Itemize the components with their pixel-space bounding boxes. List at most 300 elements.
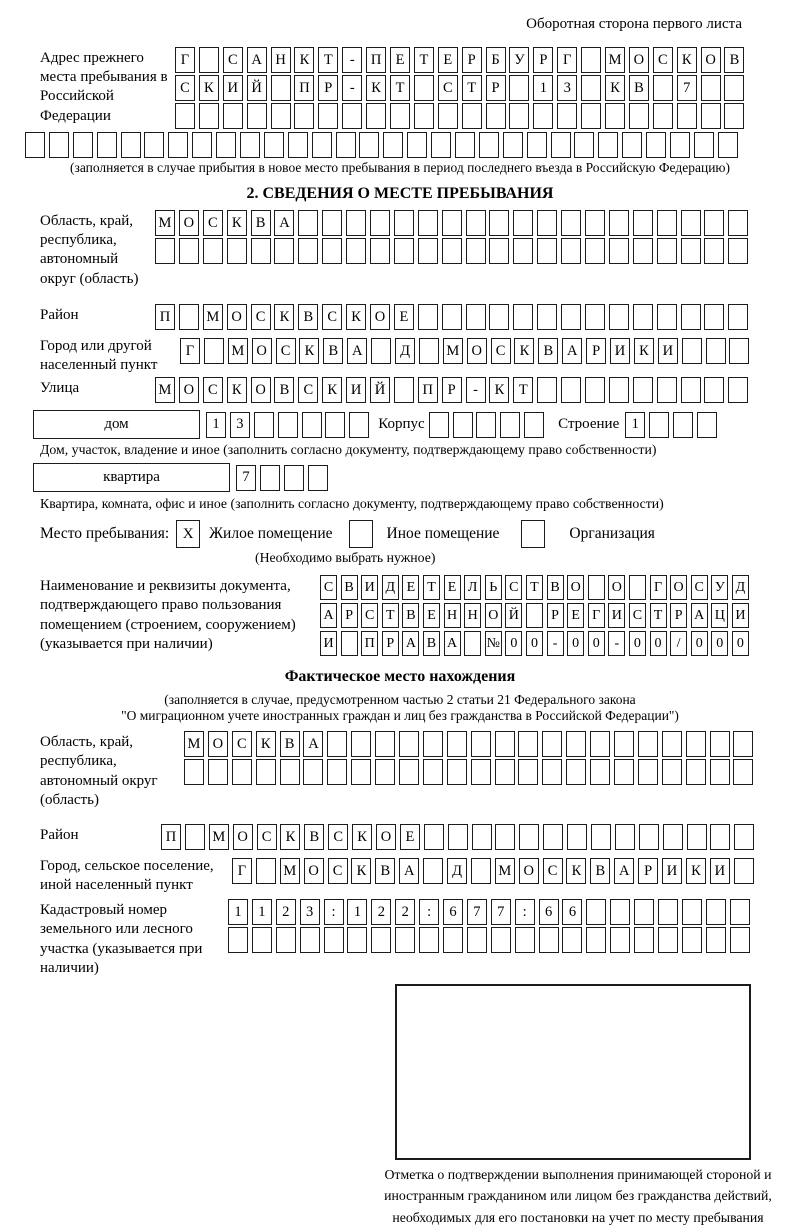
char-cell[interactable]	[399, 759, 419, 785]
char-cell[interactable]	[453, 412, 473, 438]
char-cell[interactable]	[318, 103, 338, 129]
char-cell[interactable]: Р	[341, 603, 358, 628]
char-cell[interactable]	[322, 238, 342, 264]
char-cell[interactable]	[609, 377, 629, 403]
char-cell[interactable]	[278, 412, 298, 438]
char-cell[interactable]: -	[342, 75, 362, 101]
char-cell[interactable]: К	[605, 75, 625, 101]
char-cell[interactable]: 0	[588, 631, 605, 656]
char-cell[interactable]	[701, 103, 721, 129]
char-cell[interactable]: Д	[732, 575, 749, 600]
char-cell[interactable]	[590, 731, 610, 757]
char-cell[interactable]	[658, 899, 678, 925]
char-cell[interactable]	[681, 210, 701, 236]
char-cell[interactable]: 1	[228, 899, 248, 925]
char-cell[interactable]: О	[179, 377, 199, 403]
char-cell[interactable]	[653, 103, 673, 129]
char-cell[interactable]: С	[257, 824, 277, 850]
char-cell[interactable]	[733, 731, 753, 757]
char-cell[interactable]: Б	[486, 47, 506, 73]
char-cell[interactable]: С	[223, 47, 243, 73]
char-cell[interactable]	[537, 238, 557, 264]
char-cell[interactable]	[455, 132, 475, 158]
char-cell[interactable]: С	[691, 575, 708, 600]
char-cell[interactable]	[610, 927, 630, 953]
char-cell[interactable]: К	[199, 75, 219, 101]
char-cell[interactable]: 6	[539, 899, 559, 925]
char-cell[interactable]	[633, 238, 653, 264]
char-cell[interactable]	[724, 103, 744, 129]
char-cell[interactable]	[466, 238, 486, 264]
char-cell[interactable]	[561, 304, 581, 330]
char-cell[interactable]: М	[155, 377, 175, 403]
char-cell[interactable]: Р	[382, 631, 399, 656]
char-cell[interactable]	[155, 238, 175, 264]
char-cell[interactable]: К	[514, 338, 534, 364]
char-cell[interactable]	[471, 759, 491, 785]
char-cell[interactable]	[495, 731, 515, 757]
char-cell[interactable]	[423, 759, 443, 785]
char-cell[interactable]	[227, 238, 247, 264]
char-cell[interactable]	[515, 927, 535, 953]
char-cell[interactable]	[442, 304, 462, 330]
char-cell[interactable]	[175, 103, 195, 129]
char-cell[interactable]: 0	[691, 631, 708, 656]
char-cell[interactable]: К	[227, 377, 247, 403]
char-cell[interactable]	[681, 304, 701, 330]
char-cell[interactable]: И	[223, 75, 243, 101]
char-cell[interactable]	[471, 731, 491, 757]
char-cell[interactable]	[228, 927, 248, 953]
char-cell[interactable]: К	[227, 210, 247, 236]
char-cell[interactable]	[533, 103, 553, 129]
char-cell[interactable]: 7	[677, 75, 697, 101]
char-cell[interactable]	[561, 210, 581, 236]
char-cell[interactable]	[366, 103, 386, 129]
char-cell[interactable]	[733, 759, 753, 785]
char-cell[interactable]: 1	[625, 412, 645, 438]
char-cell[interactable]: П	[361, 631, 378, 656]
char-cell[interactable]: В	[298, 304, 318, 330]
char-cell[interactable]: К	[256, 731, 276, 757]
char-cell[interactable]	[240, 132, 260, 158]
char-cell[interactable]: У	[509, 47, 529, 73]
char-cell[interactable]: С	[438, 75, 458, 101]
char-cell[interactable]: М	[443, 338, 463, 364]
char-cell[interactable]: 0	[650, 631, 667, 656]
char-cell[interactable]: В	[274, 377, 294, 403]
char-cell[interactable]: Д	[395, 338, 415, 364]
char-cell[interactable]	[443, 927, 463, 953]
char-cell[interactable]	[371, 338, 391, 364]
char-cell[interactable]: М	[155, 210, 175, 236]
char-cell[interactable]	[609, 304, 629, 330]
char-cell[interactable]: У	[711, 575, 728, 600]
char-cell[interactable]	[518, 759, 538, 785]
char-cell[interactable]	[629, 575, 646, 600]
char-cell[interactable]: А	[320, 603, 337, 628]
char-cell[interactable]	[223, 103, 243, 129]
char-cell[interactable]: 7	[491, 899, 511, 925]
char-cell[interactable]: Н	[271, 47, 291, 73]
char-cell[interactable]: С	[653, 47, 673, 73]
char-cell[interactable]	[144, 132, 164, 158]
char-cell[interactable]	[184, 759, 204, 785]
char-cell[interactable]	[574, 132, 594, 158]
char-cell[interactable]	[622, 132, 642, 158]
char-cell[interactable]: О	[608, 575, 625, 600]
char-cell[interactable]: С	[322, 304, 342, 330]
char-cell[interactable]	[694, 132, 714, 158]
char-cell[interactable]: О	[629, 47, 649, 73]
char-cell[interactable]	[638, 731, 658, 757]
char-cell[interactable]: -	[547, 631, 564, 656]
char-cell[interactable]	[581, 103, 601, 129]
char-cell[interactable]	[609, 210, 629, 236]
char-cell[interactable]	[419, 338, 439, 364]
char-cell[interactable]	[375, 759, 395, 785]
char-cell[interactable]: М	[184, 731, 204, 757]
char-cell[interactable]: Р	[586, 338, 606, 364]
char-cell[interactable]: Р	[486, 75, 506, 101]
char-cell[interactable]: Р	[442, 377, 462, 403]
char-cell[interactable]	[649, 412, 669, 438]
char-cell[interactable]	[462, 103, 482, 129]
char-cell[interactable]	[701, 75, 721, 101]
char-cell[interactable]: :	[324, 899, 344, 925]
apartment-box[interactable]: квартира	[33, 463, 230, 492]
char-cell[interactable]	[687, 824, 707, 850]
char-cell[interactable]	[730, 927, 750, 953]
char-cell[interactable]: Т	[462, 75, 482, 101]
char-cell[interactable]: Е	[438, 47, 458, 73]
char-cell[interactable]: 2	[371, 899, 391, 925]
char-cell[interactable]: О	[370, 304, 390, 330]
char-cell[interactable]	[581, 75, 601, 101]
char-cell[interactable]	[395, 927, 415, 953]
char-cell[interactable]	[509, 75, 529, 101]
char-cell[interactable]	[729, 338, 749, 364]
char-cell[interactable]: П	[294, 75, 314, 101]
char-cell[interactable]	[704, 238, 724, 264]
char-cell[interactable]: О	[252, 338, 272, 364]
char-cell[interactable]	[542, 731, 562, 757]
char-cell[interactable]	[448, 824, 468, 850]
char-cell[interactable]	[615, 824, 635, 850]
char-cell[interactable]: О	[208, 731, 228, 757]
char-cell[interactable]	[399, 731, 419, 757]
char-cell[interactable]	[97, 132, 117, 158]
char-cell[interactable]: В	[323, 338, 343, 364]
char-cell[interactable]: О	[376, 824, 396, 850]
char-cell[interactable]	[325, 412, 345, 438]
char-cell[interactable]: С	[543, 858, 563, 884]
char-cell[interactable]	[609, 238, 629, 264]
char-cell[interactable]: О	[251, 377, 271, 403]
char-cell[interactable]	[638, 759, 658, 785]
char-cell[interactable]: В	[375, 858, 395, 884]
char-cell[interactable]: В	[280, 731, 300, 757]
char-cell[interactable]: Ь	[485, 575, 502, 600]
char-cell[interactable]	[585, 304, 605, 330]
char-cell[interactable]: О	[233, 824, 253, 850]
char-cell[interactable]: К	[280, 824, 300, 850]
char-cell[interactable]	[697, 412, 717, 438]
char-cell[interactable]	[298, 238, 318, 264]
char-cell[interactable]	[588, 575, 605, 600]
char-cell[interactable]: Д	[447, 858, 467, 884]
char-cell[interactable]: С	[320, 575, 337, 600]
char-cell[interactable]: Р	[533, 47, 553, 73]
char-cell[interactable]	[442, 210, 462, 236]
other-premises-checkbox[interactable]	[349, 520, 373, 548]
char-cell[interactable]: С	[251, 304, 271, 330]
char-cell[interactable]: 0	[629, 631, 646, 656]
char-cell[interactable]: Е	[400, 824, 420, 850]
char-cell[interactable]	[542, 759, 562, 785]
char-cell[interactable]: Г	[175, 47, 195, 73]
char-cell[interactable]: И	[361, 575, 378, 600]
char-cell[interactable]: 1	[206, 412, 226, 438]
char-cell[interactable]	[179, 304, 199, 330]
char-cell[interactable]: :	[515, 899, 535, 925]
char-cell[interactable]: 1	[533, 75, 553, 101]
char-cell[interactable]	[710, 731, 730, 757]
char-cell[interactable]	[682, 899, 702, 925]
char-cell[interactable]: Й	[370, 377, 390, 403]
char-cell[interactable]: 3	[230, 412, 250, 438]
char-cell[interactable]: М	[203, 304, 223, 330]
char-cell[interactable]: С	[361, 603, 378, 628]
char-cell[interactable]	[500, 412, 520, 438]
char-cell[interactable]	[414, 75, 434, 101]
char-cell[interactable]	[424, 824, 444, 850]
char-cell[interactable]	[479, 132, 499, 158]
char-cell[interactable]	[662, 731, 682, 757]
char-cell[interactable]: -	[608, 631, 625, 656]
char-cell[interactable]: Т	[382, 603, 399, 628]
char-cell[interactable]: Е	[567, 603, 584, 628]
char-cell[interactable]: И	[710, 858, 730, 884]
char-cell[interactable]	[466, 304, 486, 330]
char-cell[interactable]: М	[209, 824, 229, 850]
char-cell[interactable]: О	[179, 210, 199, 236]
char-cell[interactable]: А	[303, 731, 323, 757]
char-cell[interactable]	[204, 338, 224, 364]
char-cell[interactable]	[390, 103, 410, 129]
char-cell[interactable]	[192, 132, 212, 158]
char-cell[interactable]: А	[402, 631, 419, 656]
char-cell[interactable]: И	[346, 377, 366, 403]
char-cell[interactable]: В	[629, 75, 649, 101]
char-cell[interactable]: Т	[390, 75, 410, 101]
char-cell[interactable]: Р	[462, 47, 482, 73]
char-cell[interactable]	[264, 132, 284, 158]
char-cell[interactable]	[586, 899, 606, 925]
char-cell[interactable]: К	[299, 338, 319, 364]
char-cell[interactable]: О	[227, 304, 247, 330]
char-cell[interactable]: Е	[394, 304, 414, 330]
char-cell[interactable]	[585, 210, 605, 236]
char-cell[interactable]	[476, 412, 496, 438]
char-cell[interactable]	[324, 927, 344, 953]
char-cell[interactable]	[168, 132, 188, 158]
char-cell[interactable]	[728, 377, 748, 403]
char-cell[interactable]	[657, 377, 677, 403]
char-cell[interactable]: И	[608, 603, 625, 628]
char-cell[interactable]	[359, 132, 379, 158]
char-cell[interactable]	[25, 132, 45, 158]
char-cell[interactable]	[300, 927, 320, 953]
char-cell[interactable]	[370, 238, 390, 264]
char-cell[interactable]: А	[399, 858, 419, 884]
char-cell[interactable]	[298, 210, 318, 236]
char-cell[interactable]	[418, 238, 438, 264]
char-cell[interactable]: В	[423, 631, 440, 656]
char-cell[interactable]	[686, 731, 706, 757]
char-cell[interactable]: К	[274, 304, 294, 330]
char-cell[interactable]	[567, 824, 587, 850]
char-cell[interactable]	[471, 858, 491, 884]
char-cell[interactable]: А	[247, 47, 267, 73]
char-cell[interactable]	[419, 927, 439, 953]
char-cell[interactable]	[418, 210, 438, 236]
char-cell[interactable]	[271, 103, 291, 129]
char-cell[interactable]	[349, 412, 369, 438]
char-cell[interactable]: С	[203, 210, 223, 236]
char-cell[interactable]	[610, 899, 630, 925]
char-cell[interactable]: В	[724, 47, 744, 73]
char-cell[interactable]	[351, 731, 371, 757]
char-cell[interactable]: -	[342, 47, 362, 73]
char-cell[interactable]: С	[203, 377, 223, 403]
char-cell[interactable]	[199, 103, 219, 129]
char-cell[interactable]: К	[294, 47, 314, 73]
char-cell[interactable]: А	[614, 858, 634, 884]
organization-checkbox[interactable]	[521, 520, 545, 548]
char-cell[interactable]: Н	[464, 603, 481, 628]
char-cell[interactable]	[327, 759, 347, 785]
char-cell[interactable]: :	[419, 899, 439, 925]
char-cell[interactable]: С	[328, 824, 348, 850]
char-cell[interactable]: 2	[276, 899, 296, 925]
char-cell[interactable]	[524, 412, 544, 438]
char-cell[interactable]	[341, 631, 358, 656]
char-cell[interactable]	[73, 132, 93, 158]
char-cell[interactable]	[526, 603, 543, 628]
char-cell[interactable]: В	[547, 575, 564, 600]
char-cell[interactable]: Т	[513, 377, 533, 403]
char-cell[interactable]	[247, 103, 267, 129]
char-cell[interactable]	[551, 132, 571, 158]
char-cell[interactable]	[208, 759, 228, 785]
char-cell[interactable]	[491, 927, 511, 953]
char-cell[interactable]	[561, 377, 581, 403]
char-cell[interactable]: 0	[505, 631, 522, 656]
char-cell[interactable]: А	[444, 631, 461, 656]
char-cell[interactable]	[464, 631, 481, 656]
char-cell[interactable]	[394, 210, 414, 236]
char-cell[interactable]	[682, 927, 702, 953]
char-cell[interactable]	[585, 238, 605, 264]
char-cell[interactable]	[370, 210, 390, 236]
char-cell[interactable]	[562, 927, 582, 953]
char-cell[interactable]	[342, 103, 362, 129]
char-cell[interactable]	[486, 103, 506, 129]
char-cell[interactable]	[121, 132, 141, 158]
char-cell[interactable]: Т	[650, 603, 667, 628]
char-cell[interactable]: К	[366, 75, 386, 101]
char-cell[interactable]: И	[320, 631, 337, 656]
char-cell[interactable]	[646, 132, 666, 158]
char-cell[interactable]: -	[466, 377, 486, 403]
char-cell[interactable]	[728, 304, 748, 330]
char-cell[interactable]	[734, 858, 754, 884]
char-cell[interactable]: М	[605, 47, 625, 73]
char-cell[interactable]	[519, 824, 539, 850]
char-cell[interactable]: С	[505, 575, 522, 600]
char-cell[interactable]: 7	[236, 465, 256, 491]
char-cell[interactable]: В	[538, 338, 558, 364]
char-cell[interactable]: Р	[670, 603, 687, 628]
char-cell[interactable]: Г	[650, 575, 667, 600]
char-cell[interactable]: Е	[402, 575, 419, 600]
char-cell[interactable]	[442, 238, 462, 264]
char-cell[interactable]: П	[418, 377, 438, 403]
char-cell[interactable]: Г	[588, 603, 605, 628]
char-cell[interactable]: В	[590, 858, 610, 884]
char-cell[interactable]: К	[352, 824, 372, 850]
char-cell[interactable]: Д	[382, 575, 399, 600]
char-cell[interactable]	[495, 759, 515, 785]
char-cell[interactable]: 0	[567, 631, 584, 656]
char-cell[interactable]	[704, 304, 724, 330]
char-cell[interactable]: И	[658, 338, 678, 364]
char-cell[interactable]: 2	[395, 899, 415, 925]
char-cell[interactable]	[394, 238, 414, 264]
char-cell[interactable]: Г	[180, 338, 200, 364]
char-cell[interactable]: В	[251, 210, 271, 236]
char-cell[interactable]	[513, 238, 533, 264]
char-cell[interactable]	[730, 899, 750, 925]
char-cell[interactable]	[605, 103, 625, 129]
char-cell[interactable]: Г	[557, 47, 577, 73]
char-cell[interactable]: С	[232, 731, 252, 757]
char-cell[interactable]	[585, 377, 605, 403]
char-cell[interactable]: 3	[300, 899, 320, 925]
char-cell[interactable]	[49, 132, 69, 158]
char-cell[interactable]	[658, 927, 678, 953]
char-cell[interactable]: С	[328, 858, 348, 884]
char-cell[interactable]	[276, 927, 296, 953]
char-cell[interactable]: М	[495, 858, 515, 884]
char-cell[interactable]	[657, 238, 677, 264]
char-cell[interactable]	[467, 927, 487, 953]
char-cell[interactable]: Г	[232, 858, 252, 884]
char-cell[interactable]	[256, 858, 276, 884]
char-cell[interactable]: /	[670, 631, 687, 656]
char-cell[interactable]	[429, 412, 449, 438]
char-cell[interactable]: 7	[467, 899, 487, 925]
char-cell[interactable]	[710, 759, 730, 785]
char-cell[interactable]: О	[701, 47, 721, 73]
char-cell[interactable]: А	[347, 338, 367, 364]
char-cell[interactable]	[489, 238, 509, 264]
char-cell[interactable]: И	[610, 338, 630, 364]
char-cell[interactable]: Е	[423, 603, 440, 628]
char-cell[interactable]	[466, 210, 486, 236]
char-cell[interactable]	[663, 824, 683, 850]
